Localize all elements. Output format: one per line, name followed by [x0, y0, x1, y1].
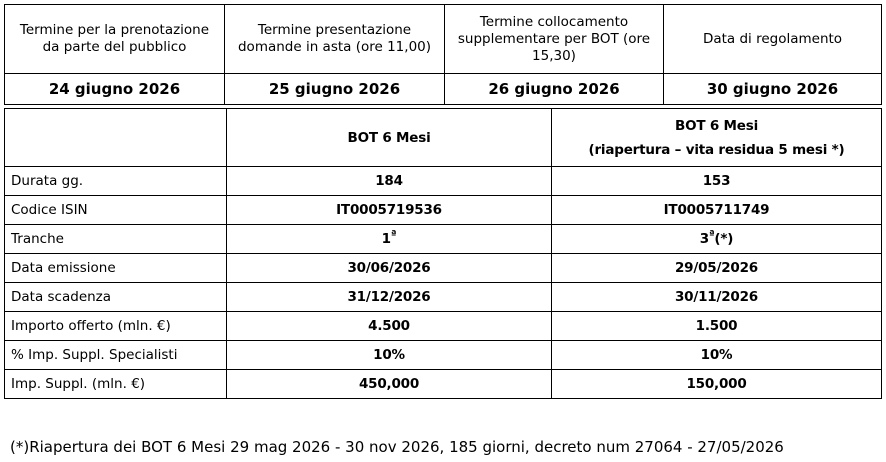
row-value: 30/11/2026 [552, 283, 882, 312]
footnote: (*)Riapertura dei BOT 6 Mesi 29 mag 2026 - 30 nov 2026, 185 giorni, decreto num 27064 - 27/05/2026 [10, 438, 784, 456]
bot-details-table [4, 108, 882, 399]
row-label: Durata gg. [5, 167, 227, 196]
settlement-date-header: Data di regolamento [664, 5, 882, 74]
table-row [5, 254, 882, 283]
row-value: 450,000 [227, 370, 552, 399]
tranche-ordinal: ª [708, 229, 715, 241]
row-value [227, 225, 552, 254]
row-label: Codice ISIN [5, 196, 227, 225]
table-row [5, 167, 882, 196]
column-header-bot-6-mesi-riapertura [552, 109, 882, 167]
booking-deadline-value: 24 giugno 2026 [5, 74, 225, 105]
empty-header-cell [5, 109, 227, 167]
row-value: IT0005711749 [552, 196, 882, 225]
tranche-number: 1 [381, 231, 391, 247]
dates-value-row [5, 74, 882, 105]
tranche-number: 3 [699, 231, 709, 247]
auction-deadline-header: Termine presentazione domande in asta (ore 11,00) [225, 5, 445, 74]
row-value: 184 [227, 167, 552, 196]
booking-deadline-header: Termine per la prenotazione da parte del pubblico [5, 5, 225, 74]
table-row [5, 312, 882, 341]
row-value: 10% [227, 341, 552, 370]
table-row [5, 370, 882, 399]
column-title: BOT 6 Mesi [674, 117, 759, 134]
row-value: 29/05/2026 [552, 254, 882, 283]
row-value: 31/12/2026 [227, 283, 552, 312]
row-value: 1.500 [552, 312, 882, 341]
details-header-row [5, 109, 882, 167]
row-value: IT0005719536 [227, 196, 552, 225]
row-value [552, 225, 882, 254]
column-subtitle: (riapertura – vita residua 5 mesi *) [588, 141, 845, 158]
supplementary-deadline-value: 26 giugno 2026 [445, 74, 664, 105]
dates-header-row [5, 5, 882, 74]
column-header-bot-6-mesi [227, 109, 552, 167]
table-row [5, 196, 882, 225]
row-value: 30/06/2026 [227, 254, 552, 283]
tranche-note: (*) [714, 231, 734, 247]
settlement-date-value: 30 giugno 2026 [664, 74, 882, 105]
row-label: Data emissione [5, 254, 227, 283]
table-row [5, 283, 882, 312]
table-row [5, 225, 882, 254]
row-label: % Imp. Suppl. Specialisti [5, 341, 227, 370]
row-value: 150,000 [552, 370, 882, 399]
supplementary-deadline-header: Termine collocamento supplementare per BOT (ore 15,30) [445, 5, 664, 74]
row-label: Data scadenza [5, 283, 227, 312]
row-value: 10% [552, 341, 882, 370]
row-label: Tranche [5, 225, 227, 254]
auction-deadline-value: 25 giugno 2026 [225, 74, 445, 105]
row-value: 4.500 [227, 312, 552, 341]
row-label: Imp. Suppl. (mln. €) [5, 370, 227, 399]
row-value: 153 [552, 167, 882, 196]
table-row [5, 341, 882, 370]
tranche-ordinal: ª [390, 229, 397, 241]
column-title: BOT 6 Mesi [347, 129, 431, 146]
row-label: Importo offerto (mln. €) [5, 312, 227, 341]
auction-dates-table [4, 4, 882, 105]
